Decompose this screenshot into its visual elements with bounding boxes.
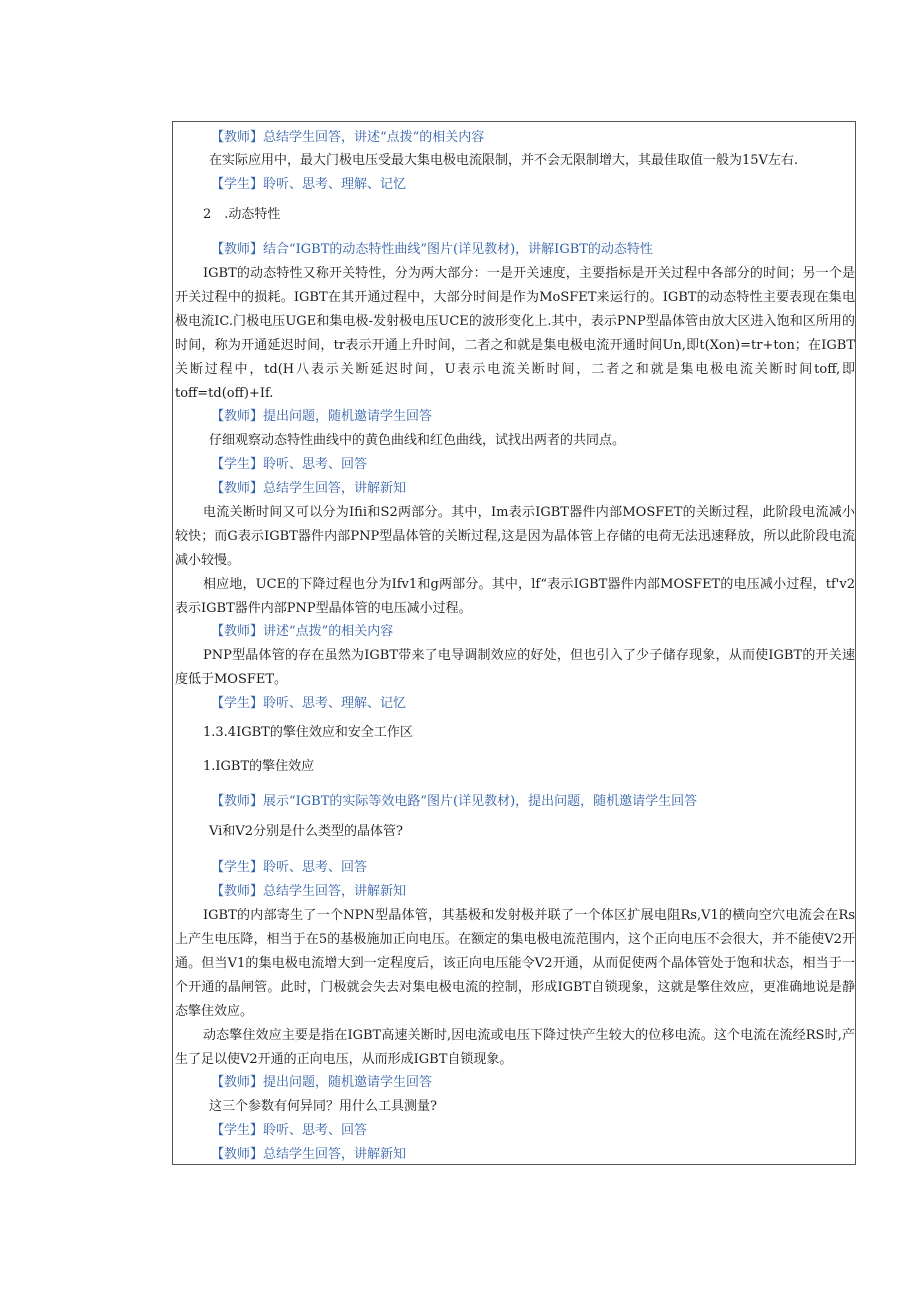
teacher-line: 【教师】提出问题，随机邀请学生回答 xyxy=(211,1075,433,1090)
student-line: 【学生】聆听、思考、理解、记忆 xyxy=(211,696,407,711)
teacher-line: 【教师】总结学生回答，讲解新知 xyxy=(211,884,407,899)
paragraph: IGBT的动态特性又称开关特性，分为两大部分：一是开关速度，主要指标是开关过程中各部分的时间；另一个是开关过程中的损耗。IGBT在其开通过程中，大部分时间是作为MoSFET来运行的。IGBT的动态特性主要表现在集电极电流IC.门极电压UGE和集电极-发射极电压UCE的波形变化上.其中，表示PNP型晶体管由放大区进入饱和区所用的时间，称为开通延迟时间，tr表示开通上升时间，二者之和就是集电极电流开通时间Un,即t(Xon)=tr+ton；在IGBT关断过程中，td(H八表示关断延迟时间，U表示电流关断时间，二者之和就是集电极电流关断时间toff,即toff=td(off)+If. xyxy=(175,266,855,401)
paragraph: IGBT的内部寄生了一个NPN型晶体管，其基极和发射极并联了一个体区扩展电阻Rs,V1的横向空穴电流会在Rs上产生电压降，相当于在5的基极施加正向电压。在额定的集电极电流范围内，这个正向电压不会很大，并不能使V2开通。但当V1的集电极电流增大到一定程度后，该正向电压能令V2开通，从而促使两个晶体管处于饱和状态，相当于一个开通的晶闸管。此时，门极就会失去对集电极电流的控制，形成IGBT自锁现象，这就是擎住效应，更准确地说是静态擎住效应。 xyxy=(175,908,855,1019)
question-line: Vi和V2分别是什么类型的晶体管? xyxy=(209,824,403,839)
subsection-heading: 1.IGBT的擎住效应 xyxy=(203,759,315,774)
paragraph: 动态擎住效应主要是指在IGBT高速关断时,因电流或电压下降过快产生较大的位移电流。这个电流在流经RS时,产生了足以使V2开通的正向电压，从而形成IGBT自锁现象。 xyxy=(175,1028,855,1067)
student-line: 【学生】聆听、思考、回答 xyxy=(211,860,368,875)
student-line: 【学生】聆听、思考、理解、记忆 xyxy=(211,177,407,192)
section-heading: 2 .动态特性 xyxy=(203,207,281,222)
question-line: 这三个参数有何异同？用什么工具测量? xyxy=(209,1099,437,1114)
paragraph: 电流关断时间又可以分为Ifii和S2两部分。其中，Im表示IGBT器件内部MOSFET的关断过程，此阶段电流减小较快；而G表示IGBT器件内部PNP型晶体管的关断过程,这是因为晶体管上存储的电荷无法迅速释放，所以此阶段电流减小较慢。 xyxy=(175,505,855,568)
teacher-line: 【教师】结合“IGBT的动态特性曲线”图片(详见教材)，讲解IGBT的动态特性 xyxy=(211,242,653,257)
student-line: 【学生】聆听、思考、回答 xyxy=(211,457,368,472)
lesson-plan-table-cell xyxy=(172,121,856,1165)
teacher-line: 【教师】总结学生回答，讲述“点拨”的相关内容 xyxy=(211,130,485,145)
teacher-line: 【教师】提出问题，随机邀请学生回答 xyxy=(211,409,433,424)
student-line: 【学生】聆听、思考、回答 xyxy=(211,1123,368,1138)
text-line: 在实际应用中，最大门极电压受最大集电极电流限制，并不会无限制增大，其最佳取值一般为15V左右. xyxy=(209,153,799,168)
teacher-line: 【教师】总结学生回答，讲解新知 xyxy=(211,1147,407,1162)
teacher-line: 【教师】展示“IGBT的实际等效电路”图片(详见教材)，提出问题，随机邀请学生回答 xyxy=(211,794,698,809)
paragraph: PNP型晶体管的存在虽然为IGBT带来了电导调制效应的好处，但也引入了少子储存现象，从而使IGBT的开关速度低于MOSFET。 xyxy=(175,648,855,687)
question-line: 仔细观察动态特性曲线中的黄色曲线和红色曲线，试找出两者的共同点。 xyxy=(209,433,626,448)
teacher-line: 【教师】讲述“点拨”的相关内容 xyxy=(211,624,394,639)
teacher-line: 【教师】总结学生回答，讲解新知 xyxy=(211,481,407,496)
section-heading: 1.3.4IGBT的擎住效应和安全工作区 xyxy=(203,725,413,740)
paragraph: 相应地，UCE的下降过程也分为Ifv1和g两部分。其中，lf“表示IGBT器件内部MOSFET的电压减小过程，tf'v2表示IGBT器件内部PNP型晶体管的电压减小过程。 xyxy=(175,577,855,616)
